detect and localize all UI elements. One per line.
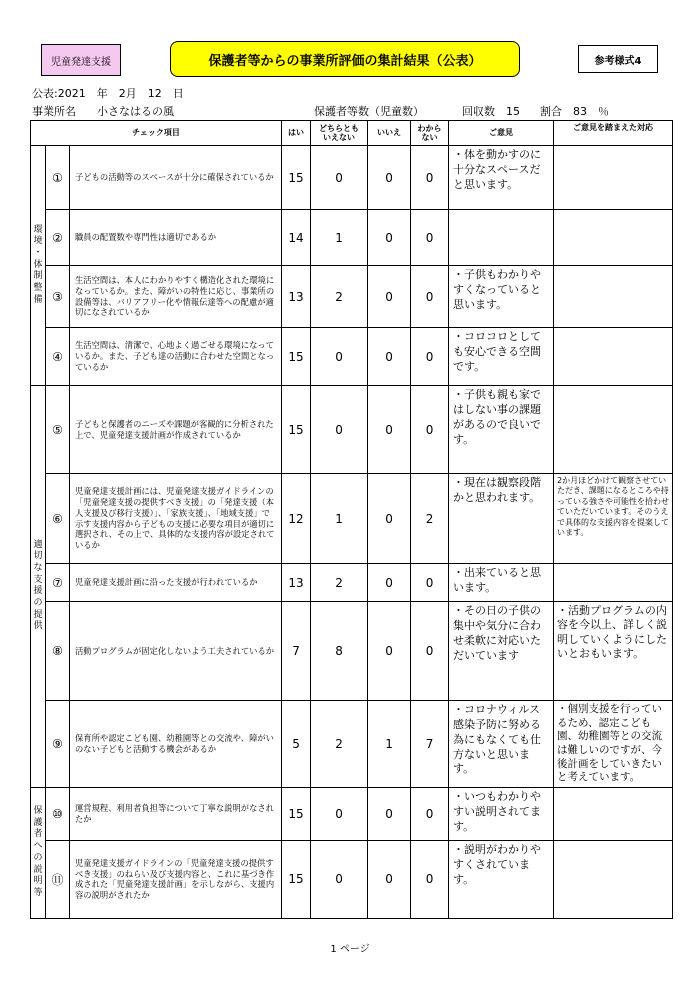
row-number: ① xyxy=(46,146,70,210)
row-number: ⑪ xyxy=(46,840,70,918)
response-text xyxy=(554,146,673,210)
count-unknown: 0 xyxy=(411,840,449,918)
response-text xyxy=(554,564,673,602)
table-row xyxy=(31,602,673,701)
check-item-text: 活動プログラムが固定化しないよう工夫されているか xyxy=(70,602,282,701)
count-unknown: 0 xyxy=(411,210,449,266)
count-neither: 8 xyxy=(311,602,368,701)
row-number: ⑤ xyxy=(46,386,70,474)
response-text xyxy=(554,210,673,266)
count-yes: 12 xyxy=(282,474,311,564)
opinion-text: ・子供も親も家ではしない事の課題があるので良いです。 xyxy=(449,386,554,474)
response-text xyxy=(554,840,673,918)
count-no: 0 xyxy=(368,787,411,840)
check-item-text: 児童発達支援ガイドラインの「児童発達支援の提供すべき支援」のねらい及び支援内容と、これに基づき作成された「児童発達支援計画」を示しながら、支援内容の説明がされたか xyxy=(70,840,282,918)
count-neither: 1 xyxy=(311,474,368,564)
response-text: ・活動プログラムの内容を今以上、詳しく説明していくようにしたいとおもいます。 xyxy=(554,602,673,701)
col-unknown: わから ない xyxy=(411,121,449,146)
count-yes: 15 xyxy=(282,787,311,840)
row-number: ③ xyxy=(46,266,70,328)
opinion-text: ・説明がわかりやすくされています。 xyxy=(449,840,554,918)
row-number: ⑦ xyxy=(46,564,70,602)
check-item-text: 職員の配置数や専門性は適切であるか xyxy=(70,210,282,266)
count-unknown: 0 xyxy=(411,564,449,602)
check-item-text: 運営規程、利用者負担等について丁寧な説明がなされたか xyxy=(70,787,282,840)
table-row xyxy=(31,564,673,602)
office-name: 小さなはるの風 xyxy=(97,105,174,118)
count-yes: 13 xyxy=(282,266,311,328)
category-guardian: 保 護 者 へ の 説 明 等 xyxy=(31,787,46,918)
row-number: ⑩ xyxy=(46,787,70,840)
opinion-text: ・子供もわかりやすくなっていると思います。 xyxy=(449,266,554,328)
response-text xyxy=(554,386,673,474)
count-no: 0 xyxy=(368,266,411,328)
row-number: ⑧ xyxy=(46,602,70,701)
count-neither: 0 xyxy=(311,787,368,840)
opinion-text: ・その日の子供の集中や気分に合わせ柔軟に対応いただいています xyxy=(449,602,554,701)
row-number: ④ xyxy=(46,328,70,386)
count-no: 0 xyxy=(368,474,411,564)
count-neither: 0 xyxy=(311,386,368,474)
page-number: 1 ページ xyxy=(330,944,370,955)
publish-date: 公表:2021 年 2月 12 日 xyxy=(32,87,184,100)
count-neither: 0 xyxy=(311,328,368,386)
col-yes: はい xyxy=(282,121,311,146)
table-row xyxy=(31,787,673,840)
table-row xyxy=(31,146,673,210)
col-opinion: ご意見 xyxy=(449,121,554,146)
response-count: 回収数 15 xyxy=(462,105,520,118)
count-yes: 15 xyxy=(282,386,311,474)
count-no: 0 xyxy=(368,210,411,266)
response-text: 2か月ほどかけて観察させていただき、課題になるところや持っている強さや可能性を拾わせていただいています。そのうえで具体的な支援内容を提案しています。 xyxy=(554,474,673,564)
table-row xyxy=(31,328,673,386)
opinion-text: ・コロナウィルス感染予防に努める為にもなくても仕方ないと思います。 xyxy=(449,701,554,788)
office-info xyxy=(32,103,672,117)
row-number: ⑥ xyxy=(46,474,70,564)
count-unknown: 2 xyxy=(411,474,449,564)
count-unknown: 0 xyxy=(411,328,449,386)
count-yes: 14 xyxy=(282,210,311,266)
count-yes: 7 xyxy=(282,602,311,701)
count-no: 0 xyxy=(368,564,411,602)
form-number-label: 参考様式4 xyxy=(578,45,658,73)
table-header-row xyxy=(31,121,673,146)
check-item-text: 生活空間は、清潔で、心地よく過ごせる環境になっているか。また、子ども達の活動に合わせた空間となっているか xyxy=(70,328,282,386)
check-item-text: 生活空間は、本人にわかりやすく構造化された環境になっているか。また、障がいの特性に応じ、事業所の設備等は、バリアフリー化や情報伝達等への配慮が適切になされているか xyxy=(70,266,282,328)
count-no: 0 xyxy=(368,602,411,701)
count-yes: 5 xyxy=(282,701,311,788)
check-item-text: 子どもの活動等のスペースが十分に確保されているか xyxy=(70,146,282,210)
table-row xyxy=(31,386,673,474)
count-no: 0 xyxy=(368,328,411,386)
check-item-text: 保育所や認定こども園、幼稚園等との交流や、障がいのない子どもと活動する機会があるか xyxy=(70,701,282,788)
count-no: 1 xyxy=(368,701,411,788)
opinion-text xyxy=(449,210,554,266)
page-title: 保護者等からの事業所評価の集計結果（公表） xyxy=(170,41,520,77)
col-check-item: チェック項目 xyxy=(31,121,282,146)
count-neither: 1 xyxy=(311,210,368,266)
count-unknown: 0 xyxy=(411,386,449,474)
count-unknown: 0 xyxy=(411,602,449,701)
table-row xyxy=(31,266,673,328)
count-unknown: 0 xyxy=(411,266,449,328)
col-response: ご意見を踏まえた対応 xyxy=(554,121,673,146)
evaluation-table xyxy=(30,120,673,919)
category-env: 環 境 ・ 体 制 整 備 xyxy=(31,146,46,386)
count-unknown: 0 xyxy=(411,146,449,210)
count-unknown: 0 xyxy=(411,787,449,840)
count-neither: 0 xyxy=(311,840,368,918)
count-neither: 0 xyxy=(311,146,368,210)
count-no: 0 xyxy=(368,146,411,210)
opinion-text: ・いつもわかりやすい説明されてます。 xyxy=(449,787,554,840)
row-number: ② xyxy=(46,210,70,266)
count-yes: 15 xyxy=(282,146,311,210)
opinion-text: ・出来ていると思います。 xyxy=(449,564,554,602)
opinion-text: ・コロコロとしても安心できる空間です。 xyxy=(449,328,554,386)
table-row xyxy=(31,210,673,266)
row-number: ⑨ xyxy=(46,701,70,788)
category-support: 適 切 な 支 援 の 提 供 xyxy=(31,386,46,788)
response-text xyxy=(554,328,673,386)
count-neither: 2 xyxy=(311,701,368,788)
guardian-count-label: 保護者等数（児童数） xyxy=(314,105,424,118)
col-neither: どちらとも いえない xyxy=(311,121,368,146)
opinion-text: ・体を動かすのに十分なスペースだと思います。 xyxy=(449,146,554,210)
table-row xyxy=(31,840,673,918)
office-label: 事業所名 xyxy=(32,105,76,118)
response-text: ・個別支援を行っているため、認定こども園、幼稚園等との交流は難しいのですが、今後計画をしていきたいと考えています。 xyxy=(554,701,673,788)
table-row xyxy=(31,701,673,788)
check-item-text: 子どもと保護者のニーズや課題が客観的に分析された上で、児童発達支援計画が作成されているか xyxy=(70,386,282,474)
count-yes: 15 xyxy=(282,840,311,918)
count-no: 0 xyxy=(368,386,411,474)
count-yes: 15 xyxy=(282,328,311,386)
service-type-label: 児童発達支援 xyxy=(41,44,121,76)
response-text xyxy=(554,787,673,840)
count-unknown: 7 xyxy=(411,701,449,788)
check-item-text: 児童発達支援計画には、児童発達支援ガイドラインの「児童発達支援の提供すべき支援」の「発達支援（本人支援及び移行支援）」、「家族支援」、「地域支援」で示す支援内容から子どもの支援に必要な項目が適切に選択され、その上で、具体的な支援内容が設定されているか xyxy=(70,474,282,564)
response-text xyxy=(554,266,673,328)
count-neither: 2 xyxy=(311,266,368,328)
count-neither: 2 xyxy=(311,564,368,602)
response-ratio: 割合 83 ％ xyxy=(540,105,609,118)
col-no: いいえ xyxy=(368,121,411,146)
count-no: 0 xyxy=(368,840,411,918)
opinion-text: ・現在は観察段階かと思われます。 xyxy=(449,474,554,564)
check-item-text: 児童発達支援計画に沿った支援が行われているか xyxy=(70,564,282,602)
count-yes: 13 xyxy=(282,564,311,602)
table-row xyxy=(31,474,673,564)
